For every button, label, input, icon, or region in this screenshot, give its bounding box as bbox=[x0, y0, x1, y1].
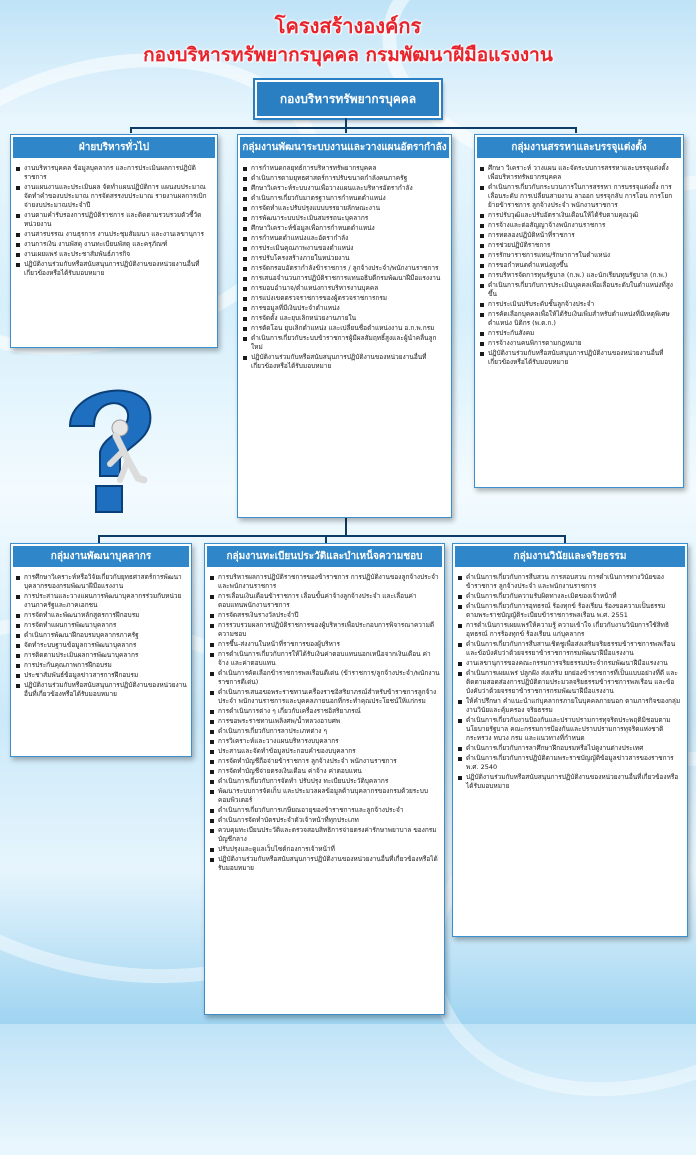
list-item: งานเลขานุการของคณะกรรมการจริยธรรมประจำกรมพัฒนาฝีมือแรงงาน bbox=[457, 659, 683, 668]
list-item: การจ้างงานคนพิการตามกฎหมาย bbox=[479, 339, 679, 348]
connector-top-bar bbox=[130, 127, 576, 129]
list-item: การดำเนินการเผยแพร่ให้ความรู้ ความเข้าใจ เกี่ยวกับงานวินัยการใช้สิทธิอุทธรณ์ การร้องทุกข์ ร้องเรียน แก่บุคลากร bbox=[457, 621, 683, 639]
list-item: การจัดทำบัญชีจ่ายตรงเงินเดือน ค่าจ้าง ค่าตอบแทน bbox=[209, 767, 440, 776]
list-item: งานบริหารบุคคล ข้อมูลบุคลากร และการประเมินผลการปฏิบัติราชการ bbox=[15, 164, 213, 182]
box-personnel-development-list bbox=[15, 573, 187, 699]
list-item: การช่วยปฏิบัติราชการ bbox=[479, 241, 679, 250]
list-item: ดำเนินการเกี่ยวกับงานป้องกันและปราบปรามการทุจริตประพฤติมิชอบตามนโยบายรัฐบาล คณะกรรมการป้องกันและปราบปรามการทุจริตแห่งชาติ กระทรวง ทบวง กรม และแนวทางที่กำหนด bbox=[457, 716, 683, 743]
list-item: การวิเคราะห์และวางแผนบริหารงบบุคลากร bbox=[209, 737, 440, 746]
list-item: ดำเนินการเกี่ยวกับการปฏิบัติตามพระราชบัญญัติข้อมูลข่าวสารของราชการ พ.ศ. 2540 bbox=[457, 754, 683, 772]
list-item: ปฏิบัติงานร่วมกับหรือสนับสนุนการปฏิบัติงานของหน่วยงานอื่นที่เกี่ยวข้องหรือได้รับมอบหมาย bbox=[15, 260, 213, 278]
connector-top-mid bbox=[345, 127, 347, 133]
box-personnel-development bbox=[10, 543, 192, 757]
list-item: การดำเนินการต่าง ๆ เกี่ยวกับเครื่องราชอิสริยาภรณ์ bbox=[209, 707, 440, 716]
list-item: การบริหารผลการปฏิบัติราชการของข้าราชการ การปฏิบัติงานของลูกจ้างประจำ และพนักงานราชการ bbox=[209, 573, 440, 591]
list-item: การกำหนดกลยุทธ์การบริหารทรัพยากรบุคคล bbox=[242, 164, 447, 173]
list-item: ดำเนินการเกี่ยวกับมาตรฐานการกำหนดตำแหน่ง bbox=[242, 194, 447, 203]
list-item: การเลื่อนเงินเดือนข้าราชการ เลื่อนขั้นค่าจ้างลูกจ้างประจำ และเลื่อนค่าตอบแทนพนักงานราชการ bbox=[209, 592, 440, 610]
list-item: การรวบรวมผลการปฏิบัติราชการของผู้บริหารเพื่อประกอบการพิจารณาความดีความชอบ bbox=[209, 621, 440, 639]
list-item: งานตามคำรับรองการปฏิบัติราชการ และติดตามรวบรวมตัวชี้วัดหน่วยงาน bbox=[15, 211, 213, 229]
list-item: ศึกษาวิเคราะห์ข้อมูลเพื่อการกำหนดตำแหน่ง bbox=[242, 224, 447, 233]
list-item: ดำเนินการเกี่ยวกับการลาศึกษาฝึกอบรมหรือไปดูงานต่างประเทศ bbox=[457, 744, 683, 753]
list-item: การทดลองปฏิบัติหน้าที่ราชการ bbox=[479, 231, 679, 240]
list-item: ปฏิบัติงานร่วมกับหรือสนับสนุนการปฏิบัติงานของหน่วยงานอื่นที่เกี่ยวข้องหรือได้รับมอบหมาย bbox=[457, 773, 683, 791]
list-item: ศึกษาวิเคราะห์ระบบงานเพื่อวางแผนและบริหารอัตรากำลัง bbox=[242, 184, 447, 193]
list-item: การประเมินปรับระดับชั้นลูกจ้างประจำ bbox=[479, 300, 679, 309]
connector-bottom-right bbox=[564, 535, 566, 543]
question-mark-person-illustration bbox=[50, 368, 170, 518]
list-item: การจัดตั้ง และยุบเลิกหน่วยงานภายใน bbox=[242, 314, 447, 323]
list-item: ดำเนินการเกี่ยวกับระบบข้าราชการผู้มีผลสัมฤทธิ์สูงและผู้นำคลื่นลูกใหม่ bbox=[242, 334, 447, 352]
box-discipline-ethics-list bbox=[457, 573, 683, 791]
box-general-admin-list bbox=[15, 164, 213, 278]
list-item: การจัดทำและปรับปรุงแบบบรรยายลักษณะงาน bbox=[242, 204, 447, 213]
box-registry-merit-list bbox=[209, 573, 440, 873]
connector-top-left bbox=[130, 127, 132, 133]
list-item: ให้คำปรึกษา คำแนะนำแก่บุคลากรภายในบุคคลภายนอก ตามภารกิจของกลุ่มงานวินัยและคุ้มครอง จริยธรรม bbox=[457, 697, 683, 715]
chart-title: โครงสร้างองค์กร bbox=[274, 14, 422, 38]
box-recruitment-list bbox=[479, 164, 679, 367]
list-item: การจัดทำแผนการพัฒนาบุคลากร bbox=[15, 621, 187, 630]
list-item: การตัดโอน ยุบเลิกตำแหน่ง และเปลี่ยนชื่อตำแหน่งงาน อ.ก.พ.กรม bbox=[242, 324, 447, 333]
box-registry-merit bbox=[204, 543, 445, 1015]
list-item: การจ้างและต่อสัญญาจ้างพนักงานราชการ bbox=[479, 221, 679, 230]
list-item: ปฏิบัติงานร่วมกับหรือสนับสนุนการปฏิบัติงานของหน่วยงานอื่นที่เกี่ยวข้องหรือได้รับมอบหมาย bbox=[242, 353, 447, 371]
list-item: ปฏิบัติงานร่วมกับหรือสนับสนุนการปฏิบัติงานของหน่วยงานอื่นที่เกี่ยวข้องหรือได้รับมอบหมาย bbox=[479, 349, 679, 367]
list-item: ปฏิบัติงานร่วมกับหรือสนับสนุนการปฏิบัติงานของหน่วยงานอื่นที่เกี่ยวข้องหรือได้รับมอบหมาย bbox=[15, 681, 187, 699]
list-item: ดำเนินการคัดเลือกข้าราชการพลเรือนดีเด่น (ข้าราชการ/ลูกจ้างประจำ/พนักงานราชการดีเด่น) bbox=[209, 669, 440, 687]
list-item: ดำเนินการเกี่ยวกับความรับผิดทางละเมิดของเจ้าหน้าที่ bbox=[457, 592, 683, 601]
list-item: การขึ้น-ส่งงานในหน้าที่ราชการของผู้บริหาร bbox=[209, 640, 440, 649]
box-personnel-development-title: กลุ่มงานพัฒนาบุคลากร bbox=[13, 546, 189, 568]
list-item: ปฏิบัติงานร่วมกับหรือสนับสนุนการปฏิบัติงานของหน่วยงานอื่นที่เกี่ยวข้องหรือได้รับมอบหมาย bbox=[209, 855, 440, 873]
list-item: การมอบอำนาจ/ตำแหน่งการบริหารงานบุคคล bbox=[242, 284, 447, 293]
connector-bottom-left bbox=[98, 535, 100, 543]
list-item: การดำเนินการเกี่ยวกับการให้ได้รับเงินค่าตอบแทนนอกเหนือจากเงินเดือน ค่าจ้าง และค่าตอบแทน bbox=[209, 650, 440, 668]
list-item: การเสนอจำนวนการปฏิบัติราชการแทนอธิบดีกรมพัฒนาฝีมือแรงงาน bbox=[242, 274, 447, 283]
list-item: ดำเนินการเผยแพร่ ปลูกฝัง ส่งเสริม ยกย่องข้าราชการที่เป็นแบบอย่างที่ดี และติดตามสอดส่องการปฏิบัติตามประมวลจริยธรรมข้าราชการพลเรือน และข้อบังคับว่าด้วยจรรยาข้าราชการกรมพัฒนาฝีมือแรงงาน bbox=[457, 669, 683, 696]
list-item: การกำหนดตำแหน่งและอัตรากำลัง bbox=[242, 234, 447, 243]
box-system-planning bbox=[237, 134, 452, 518]
connector-bottom-mid bbox=[325, 535, 327, 543]
list-item: งานสารบรรณ งานธุรการ งานประชุมสัมมนา และงานเลขานุการ bbox=[15, 230, 213, 239]
list-item: การจัดสรรเงินรางวัลประจำปี bbox=[209, 611, 440, 620]
list-item: ดำเนินการเกี่ยวกับการประเมินบุคคลเพื่อเลื่อนระดับในตำแหน่งที่สูงขึ้น bbox=[479, 281, 679, 299]
box-system-planning-list bbox=[242, 164, 447, 371]
list-item: การบริหารจัดการทุนรัฐบาล (ก.พ.) และนักเรียนทุนรัฐบาล (ก.พ.) bbox=[479, 271, 679, 280]
list-item: พัฒนาระบบการจัดเก็บ และประมวลผลข้อมูลด้านบุคลากรของกรมด้วยระบบคอมพิวเตอร์ bbox=[209, 787, 440, 805]
list-item: ดำเนินการเกี่ยวกับการจัดทำ ปรับปรุง ทะเบียนประวัติบุคลากร bbox=[209, 777, 440, 786]
root-label: กองบริหารทรัพยากรบุคคล bbox=[279, 91, 417, 106]
list-item: ดำเนินการจัดทำบัตรประจำตัวเจ้าหน้าที่ทุกประเภท bbox=[209, 816, 440, 825]
list-item: การจัดกรอบอัตรากำลังข้าราชการ / ลูกจ้างประจำ/พนักงานราชการ bbox=[242, 264, 447, 273]
list-item: ดำเนินการเกี่ยวกับการเกษียณอายุของข้าราชการและลูกจ้างประจำ bbox=[209, 806, 440, 815]
list-item: การประสานและวางแผนการพัฒนาบุคลากรร่วมกับหน่วยงานภาครัฐและภาคเอกชน bbox=[15, 592, 187, 610]
list-item: ประสานและจัดทำข้อมูลประกอบคำของบบุคลากร bbox=[209, 747, 440, 756]
list-item: การจัดทำบัญชีถือจ่ายข้าราชการ ลูกจ้างประจำ พนักงานราชการ bbox=[209, 757, 440, 766]
list-item: จัดทำระบบฐานข้อมูลการพัฒนาบุคลากร bbox=[15, 641, 187, 650]
box-discipline-ethics bbox=[452, 543, 688, 937]
connector-top-right bbox=[575, 127, 577, 133]
list-item: การจัดทำและพัฒนาหลักสูตรการฝึกอบรม bbox=[15, 611, 187, 620]
chart-subtitle: กองบริหารทรัพยากรบุคคล กรมพัฒนาฝีมือแรงงาน bbox=[143, 44, 553, 66]
box-general-admin bbox=[10, 134, 218, 348]
list-item: การรักษาราชการแทน/รักษาการในตำแหน่ง bbox=[479, 251, 679, 260]
list-item: ดำเนินการเสนอขอพระราชทานเครื่องราชอิสริยาภรณ์สำหรับข้าราชการลูกจ้างประจำ พนักงานราชการและบุคคลภายนอกที่กระทำคุณประโยชน์ให้แก่กรม bbox=[209, 688, 440, 706]
list-item: ปรับปรุงและดูแลเว็บไซต์กองการเจ้าหน้าที่ bbox=[209, 845, 440, 854]
list-item: การขอพระราชทานเพลิงศพ/น้ำหลวงอาบศพ bbox=[209, 717, 440, 726]
list-item: ดำเนินการเกี่ยวกับการลาประเภทต่าง ๆ bbox=[209, 727, 440, 736]
list-item: การประกันคุณภาพการฝึกอบรม bbox=[15, 661, 187, 670]
box-registry-merit-title: กลุ่มงานทะเบียนประวัติและบำเหน็จความชอบ bbox=[207, 546, 442, 568]
list-item: การติดตามประเมินผลการพัฒนาบุคลากร bbox=[15, 651, 187, 660]
box-recruitment bbox=[474, 134, 684, 488]
list-item: ควบคุมทะเบียนประวัติและตรวจสอบสิทธิการจ่ายตรงค่ารักษาพยาบาล ของกรมบัญชีกลาง bbox=[209, 826, 440, 844]
list-item: ดำเนินการเกี่ยวกับการสืบสานเชิดชูเพื่อส่งเสริมจริยธรรมข้าราชการพลเรือนและข้อบังคับว่าด้วยจรรยาข้าราชการกรมพัฒนาฝีมือแรงงาน bbox=[457, 640, 683, 658]
list-item: การคัดเลือกบุคคลเพื่อให้ได้รับเงินเพิ่มสำหรับตำแหน่งที่มีเหตุพิเศษ ตำแหน่ง นิติกร (พ.ต.ก.) bbox=[479, 310, 679, 328]
box-general-admin-title: ฝ่ายบริหารทั่วไป bbox=[13, 137, 215, 159]
list-item: การปรับโครงสร้างภายในหน่วยงาน bbox=[242, 254, 447, 263]
list-item: งานการเงิน งานพัสดุ งานทะเบียนพัสดุ และครุภัณฑ์ bbox=[15, 240, 213, 249]
root-node bbox=[255, 80, 441, 118]
list-item: การประเมินคุณภาพงานของตำแหน่ง bbox=[242, 244, 447, 253]
list-item: การประกันสังคม bbox=[479, 329, 679, 338]
box-recruitment-title: กลุ่มงานสรรหาและบรรจุแต่งตั้ง bbox=[477, 137, 681, 159]
box-system-planning-title: กลุ่มงานพัฒนาระบบงานและวางแผนอัตรากำลัง bbox=[240, 137, 449, 159]
list-item: ศึกษา วิเคราะห์ วางแผน และจัดระบบการสรรหาและบรรจุแต่งตั้งเพื่อบริหารทรัพยากรบุคคล bbox=[479, 164, 679, 182]
list-item: ดำเนินการเกี่ยวกับกระบวนการในการสรรหา การบรรจุแต่งตั้ง การเลื่อนระดับ การเปลี่ยนสายงาน ลาออก บรรจุกลับ การโอน การโยกย้ายข้าราชการ ลูกจ้างประจำ พนักงานราชการ bbox=[479, 183, 679, 210]
list-item: การศึกษาวิเคราะห์หรือวิจัยเกี่ยวกับยุทธศาสตร์การพัฒนาบุคลากรของกรมพัฒนาฝีมือแรงงาน bbox=[15, 573, 187, 591]
list-item: การขอมูลที่มีเงินประจำตำแหน่ง bbox=[242, 304, 447, 313]
connector-trunk bbox=[345, 516, 347, 536]
list-item: งานเผยแพร่ และประชาสัมพันธ์ภารกิจ bbox=[15, 250, 213, 259]
list-item: งานแผนงานและประเมินผล จัดทำแผนปฏิบัติการ แผนงบประมาณ จัดทำคำของบประมาณ การจัดสรรงบประมาณ รายงานผลการเบิกจ่ายงบประมาณประจำปี bbox=[15, 183, 213, 210]
list-item: การแบ่งเขตตรวจราชการของผู้ตรวจราชการกรม bbox=[242, 294, 447, 303]
list-item: ดำเนินการพัฒนาฝึกอบรมบุคลากรภาครัฐ bbox=[15, 631, 187, 640]
list-item: การขอกำหนดตำแหน่งสูงขึ้น bbox=[479, 261, 679, 270]
list-item: ดำเนินการเกี่ยวกับการอุทธรณ์ ร้องทุกข์ ร้องเรียน ร้องขอความเป็นธรรม ตามพระราชบัญญัติระเบียบข้าราชการพลเรือน พ.ศ. 2551 bbox=[457, 602, 683, 620]
list-item: ดำเนินการเกี่ยวกับการสืบสวน การสอบสวน การดำเนินการทางวินัยของข้าราชการ ลูกจ้างประจำ และพนักงานราชการ bbox=[457, 573, 683, 591]
list-item: การพัฒนาระบบประเมินสมรรถนะบุคลากร bbox=[242, 214, 447, 223]
list-item: ประชาสัมพันธ์ข้อมูลข่าวสารการฝึกอบรม bbox=[15, 671, 187, 680]
list-item: การปรับวุฒิและปรับอัตราเงินเดือนให้ได้รับตามคุณวุฒิ bbox=[479, 211, 679, 220]
connector-bottom-bar bbox=[98, 535, 566, 537]
box-discipline-ethics-title: กลุ่มงานวินัยและจริยธรรม bbox=[455, 546, 685, 568]
list-item: ดำเนินการตามยุทธศาสตร์การปรับขนาดกำลังคนภาครัฐ bbox=[242, 174, 447, 183]
